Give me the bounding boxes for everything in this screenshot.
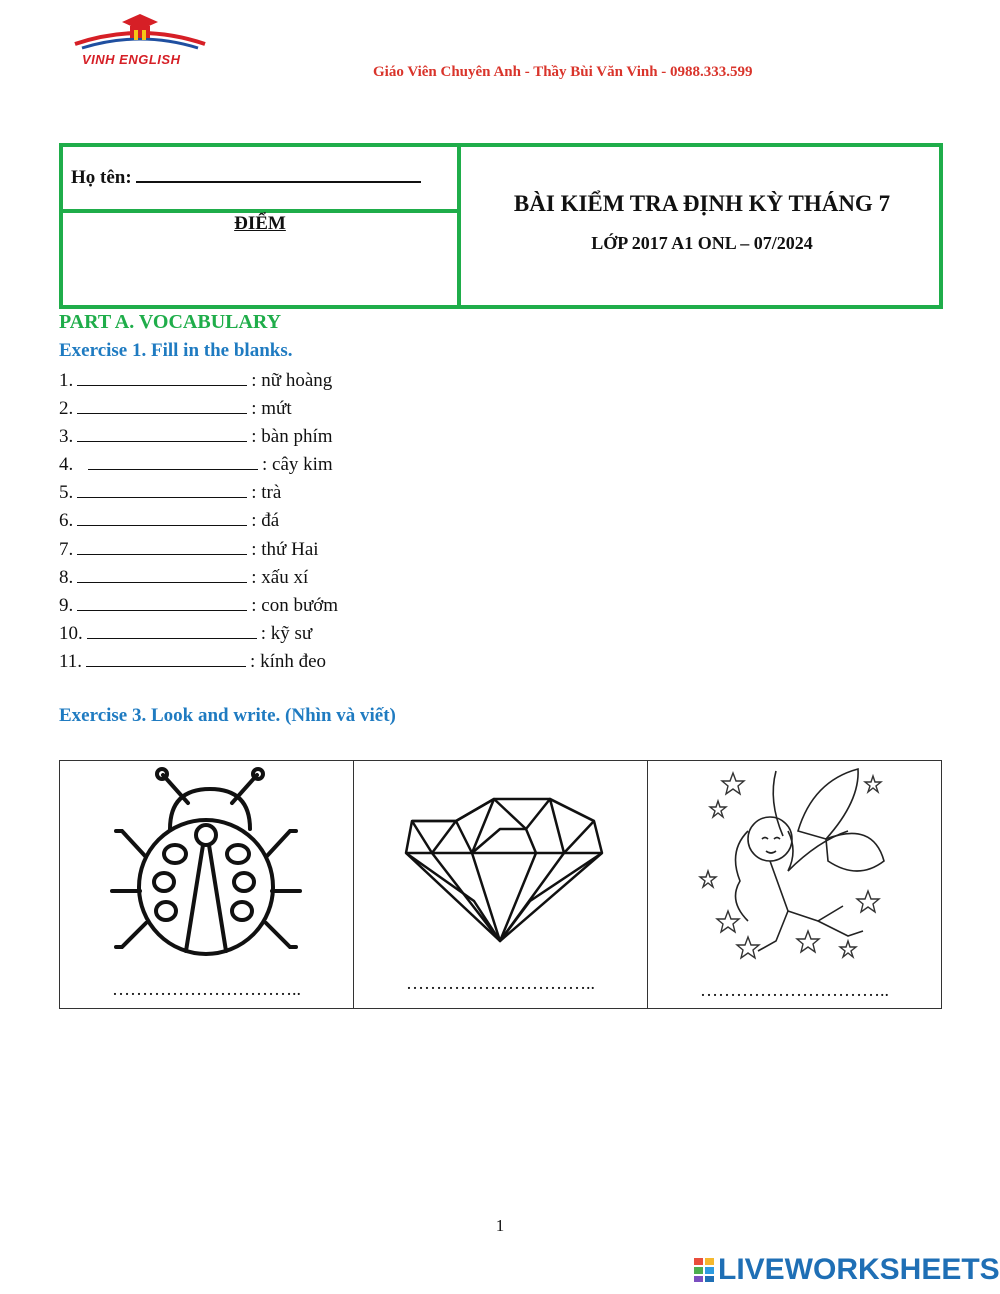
picture-cell-fairy: [648, 761, 941, 1008]
answer-blank[interactable]: [77, 593, 247, 611]
exercise-1-title: Exercise 1. Fill in the blanks.: [59, 340, 293, 361]
vocab-list: [59, 368, 338, 677]
picture-cell-ladybug: [60, 761, 354, 1008]
list-item: 6. : đá: [59, 510, 280, 532]
answer-blank[interactable]: [77, 508, 247, 526]
answer-blank[interactable]: [86, 649, 246, 667]
score-cell: [63, 213, 461, 309]
list-item: 9. : con bướm: [59, 594, 339, 616]
ladybug-icon: [60, 761, 353, 976]
fairy-icon: [648, 761, 940, 976]
name-input-line[interactable]: [136, 163, 421, 183]
liveworksheets-icon: [693, 1257, 715, 1283]
name-cell: [63, 147, 461, 213]
logo-text: VINH ENGLISH: [82, 52, 181, 67]
answer-blank[interactable]: [77, 368, 247, 386]
list-item: 11. : kính đeo: [59, 650, 327, 672]
test-title: BÀI KIỂM TRA ĐỊNH KỲ THÁNG 7: [513, 191, 891, 216]
list-item: 8. : xấu xí: [59, 566, 309, 588]
list-item: 7. : thứ Hai: [59, 538, 319, 560]
answer-blank[interactable]: [88, 452, 258, 470]
exercise-3-title: Exercise 3. Look and write. (Nhìn và viết): [59, 705, 396, 726]
part-a-title: PART A. VOCABULARY: [59, 311, 282, 333]
teacher-contact: Giáo Viên Chuyên Anh - Thầy Bùi Văn Vinh - 0988.333.599: [373, 64, 753, 80]
list-item: 10. : kỹ sư: [59, 622, 313, 644]
list-item: 3. : bàn phím: [59, 426, 333, 448]
answer-blank[interactable]: [77, 424, 247, 442]
test-subtitle: LỚP 2017 A1 ONL – 07/2024: [591, 233, 813, 253]
vinh-english-logo: [70, 12, 210, 72]
liveworksheets-logo[interactable]: [693, 1254, 1000, 1286]
answer-blank[interactable]: [77, 565, 247, 583]
answer-blank[interactable]: [77, 396, 247, 414]
picture-table: [59, 760, 942, 1009]
list-item: 4. : cây kim: [59, 454, 333, 476]
answer-blank[interactable]: [87, 621, 257, 639]
answer-dots[interactable]: …………………………..: [112, 979, 301, 999]
page-number: 1: [495, 1216, 505, 1235]
liveworksheets-text: LIVEWORKSHEETS: [718, 1253, 1000, 1286]
answer-blank[interactable]: [77, 480, 247, 498]
answer-dots[interactable]: …………………………..: [406, 973, 595, 993]
info-box: [59, 143, 943, 309]
list-item: 1. : nữ hoàng: [59, 370, 333, 391]
picture-cell-diamond: [354, 761, 648, 1008]
graduation-cap-icon: [70, 12, 210, 57]
answer-dots[interactable]: …………………………..: [700, 980, 889, 1000]
answer-blank[interactable]: [77, 537, 247, 555]
name-label: Họ tên:: [71, 167, 132, 188]
list-item: 5. : trà: [59, 482, 282, 504]
score-label: ĐIỂM: [234, 213, 286, 234]
list-item: 2. : mứt: [59, 398, 292, 420]
diamond-icon: [354, 761, 648, 976]
